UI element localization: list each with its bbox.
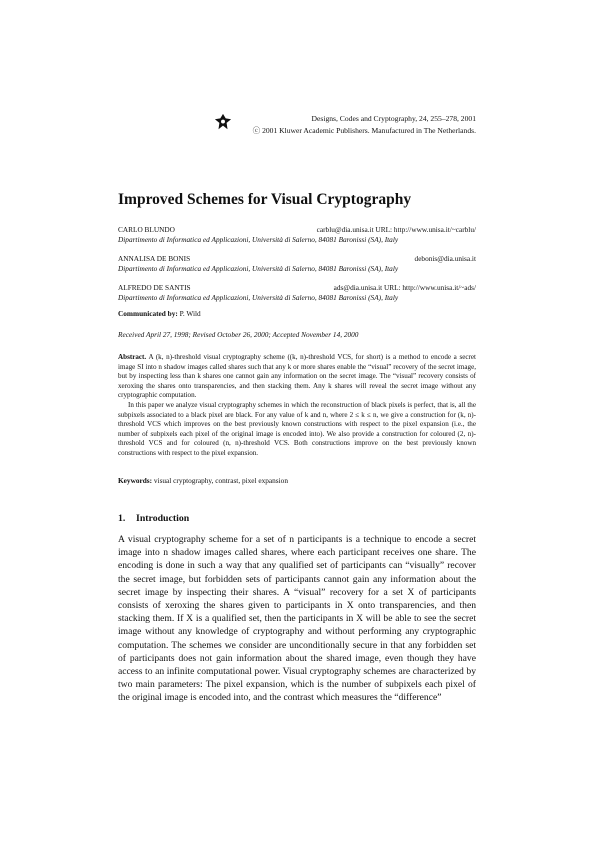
section-number: 1. [118, 513, 126, 524]
abstract-paragraph [118, 353, 476, 401]
abstract-paragraph: In this paper we analyze visual cryptography schemes in which the reconstruction of black pixels is perfect, that is, all the subpixels associated to a black pixel are black. For any value of k and n, where 2 ≤ k ≤ n, we give a construction for (k, n)-threshold VCS which improves on the best previously known constructions with respect to the pixel expansion (i.e., the number of subpixels each pixel of the original image is encoded into). We also provide a construction for coloured (2, n)-threshold VCS and for coloured (n, n)-threshold VCS. Both constructions improve on the best previously known constructions with respect to the pixel expansion. [118, 400, 476, 457]
author-name: ANNALISA DE BONIS [118, 254, 191, 263]
author-contact[interactable]: carblu@dia.unisa.it URL: http://www.unisa.it/~carblu/ [316, 225, 476, 234]
author-affiliation: Dipartimento di Informatica ed Applicazioni, Università di Salerno, 84081 Baronissi (SA), Italy [118, 264, 399, 273]
body-text [118, 533, 476, 705]
author-row [118, 254, 476, 264]
abstract-text: A (k, n)-threshold visual cryptography scheme ((k, n)-threshold VCS, for short) is a method to encode a secret image SI into n shadow images called shares such that any k or more shares enable the “visual” recovery of the secret image, but by inspecting less than k shares one cannot gain any information on the secret image. The “visual” recovery consists of xeroxing the shares onto transparencies, and then stacking them. Any k shares will reveal the secret image without any cryptographic computation. [118, 353, 477, 400]
author-row [118, 225, 476, 235]
journal-citation: Designs, Codes and Cryptography, 24, 255–278, 2001 [311, 114, 476, 123]
communicated-by [118, 309, 201, 318]
author-affiliation: Dipartimento di Informatica ed Applicazioni, Università di Salerno, 84081 Baronissi (SA), Italy [118, 293, 399, 302]
publisher-logo-icon [214, 113, 232, 131]
author-name: CARLO BLUNDO [118, 225, 175, 234]
paper-title: Improved Schemes for Visual Cryptography [118, 191, 412, 208]
author-name: ALFREDO DE SANTIS [118, 283, 191, 292]
received-dates: Received April 27, 1998; Revised October 26, 2000; Accepted November 14, 2000 [118, 330, 359, 339]
keywords [118, 476, 288, 485]
keywords-value: visual cryptography, contrast, pixel expansion [153, 476, 288, 485]
copyright-line: ⓒ 2001 Kluwer Academic Publishers. Manufactured in The Netherlands. [252, 126, 476, 135]
section-heading [118, 513, 189, 524]
keywords-label: Keywords: [118, 476, 153, 485]
communicated-label: Communicated by: [118, 309, 178, 318]
journal-header [248, 113, 476, 137]
intro-paragraph: A visual cryptography scheme for a set of n participants is a technique to encode a secret image into n shadow images called shares, where each participant receives one share. The encoding is done in such a way that any qualified set of participants can “visually” recover the secret image, but forbidden sets of participants cannot gain any information about the secret image by inspecting their shares. A “visual” recovery for a set X of participants consists of xeroxing the shares given to participants in X onto transparencies, and then stacking them. If X is a qualified set, then the participants in X will be able to see the secret image without any knowledge of cryptography and without performing any cryptographic computation. The schemes we consider are unconditionally secure in that any forbidden set of participants does not gain information about the shared image, even though they have access to an infinite computational power. Visual cryptography schemes are characterized by two main parameters: The pixel expansion, which is the number of subpixels each pixel of the original image is encoded into, and the contrast which measures the “difference” [118, 534, 476, 704]
author-affiliation: Dipartimento di Informatica ed Applicazioni, Università di Salerno, 84081 Baronissi (SA), Italy [118, 235, 399, 244]
abstract [118, 353, 476, 459]
author-contact[interactable]: ads@dia.unisa.it URL: http://www.unisa.it/~ads/ [333, 283, 476, 292]
author-contact[interactable]: debonis@dia.unisa.it [414, 254, 476, 263]
author-row [118, 283, 476, 293]
section-title: Introduction [136, 513, 190, 524]
communicated-value: P. Wild [179, 309, 201, 318]
abstract-label: Abstract. [118, 353, 147, 361]
